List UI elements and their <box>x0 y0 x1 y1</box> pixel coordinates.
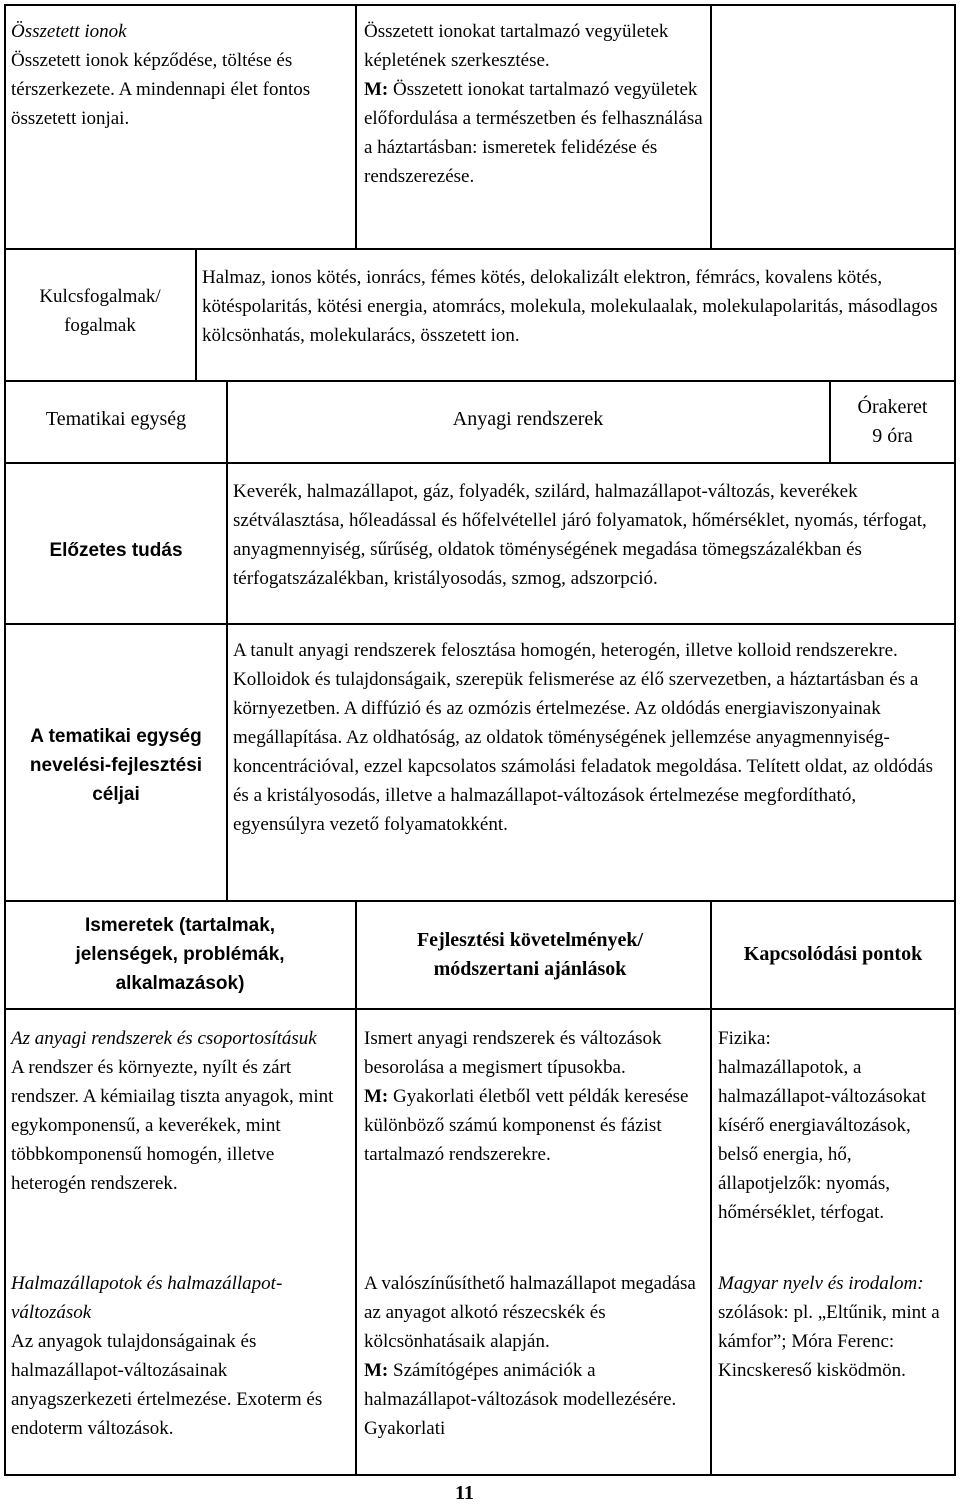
row2-links-subject: Magyar nyelv és irodalom: <box>718 1273 924 1294</box>
row1-knowledge-cell <box>11 1024 353 1198</box>
topic-title: Összetett ionok <box>11 21 127 42</box>
table-border <box>710 1008 712 1476</box>
dev-requirements-text: Összetett ionokat tartalmazó vegyületek képletének szerkesztése. <box>364 21 669 71</box>
row1-m-label: M: <box>364 1086 389 1107</box>
goals-text-cell <box>233 636 951 839</box>
row2-knowledge-cell <box>11 1269 353 1443</box>
page-number: 11 <box>455 1482 474 1504</box>
col-header-knowledge: Ismeretek (tartalmak, jelenségek, problémák, alkalmazások) <box>75 915 285 994</box>
row2-dev-text: A valószínűsíthető halmazállapot megadása az anyagot alkotó részecskék és kölcsönhatásaik alapján. <box>364 1273 696 1352</box>
row2-m-text: Számítógépes animációk a halmazállapot-változások modellezésére. Gyakorlati <box>364 1360 677 1439</box>
table-border <box>954 900 956 1010</box>
table-border <box>4 462 6 902</box>
table-border <box>226 462 228 902</box>
table-border <box>355 4 357 248</box>
unit-title-cell <box>228 405 828 434</box>
table-border <box>954 4 956 248</box>
col-header-links: Kapcsolódási pontok <box>743 943 923 965</box>
col-header-links-cell <box>712 940 954 969</box>
key-concepts-label-cell <box>6 282 194 340</box>
key-concepts-text: Halmaz, ionos kötés, ionrács, fémes kötés, delokalizált elektron, fémrács, kovalens kötés, kötéspolaritás, kötési energia, atomrács, molekula, molekulaalak, molekulapolaritás, másodlagos kölcsönhatás, molekularács, összetett ion. <box>202 267 938 346</box>
m-label: M: <box>364 79 389 100</box>
row1-knowledge-text: A rendszer és környezte, nyílt és zárt rendszer. A kémiailag tiszta anyagok, mint egykomponensű, a keverékek, mint többkomponensű homogén, illetve heterogén rendszerek. <box>11 1057 334 1194</box>
table-border <box>4 1474 956 1476</box>
goals-label-cell <box>6 722 226 809</box>
row1-m-text: Gyakorlati életből vett példák keresése különböző számú komponenst és fázist tartalmazó rendszerekre. <box>364 1086 689 1165</box>
topic-body: Összetett ionok képződése, töltése és térszerkezete. A mindennapi élet fontos összetett ionjai. <box>11 50 311 129</box>
table-border <box>4 1008 6 1476</box>
m-text: Összetett ionokat tartalmazó vegyületek előfordulása a természetben és felhasználása a háztartásban: ismeretek felidézése és rendszerezése. <box>364 79 703 187</box>
row2-dev-cell <box>364 1269 708 1443</box>
table-border <box>954 248 956 382</box>
hours-label: Órakeret <box>857 396 928 418</box>
key-concepts-text-cell <box>202 263 952 350</box>
goals-text: A tanult anyagi rendszerek felosztása homogén, heterogén, illetve kolloid rendszerekre. Kolloidok és tulajdonságaik, szerepük felismerése az élő szervezetben, a háztartásban és a környezetben. A diffúzió és az ozmózis értelmezése. Az oldódás energiaviszonyainak megállapítása. Az oldhatóság, az oldatok töménységének jellemzése anyagmennyiség-koncentrációval, ezzel kapcsolatos számolási feladatok megoldása. Telített oldat, az oldódás és a kristályosodás, illetve a halmazállapot-változások értelmezése megfordítható, egyensúlyra vezető folyamatokként. <box>233 640 934 835</box>
table-border <box>4 462 956 464</box>
prior-knowledge-label: Előzetes tudás <box>49 540 183 561</box>
row1-knowledge-title: Az anyagi rendszerek és csoportosításuk <box>11 1028 317 1049</box>
row2-knowledge-text: Az anyagok tulajdonságainak és halmazállapot-változásainak anyagszerkezeti értelmezése. Exoterm és endoterm változások. <box>11 1331 323 1439</box>
hours-value: 9 óra <box>872 425 913 447</box>
prior-knowledge-text-cell <box>233 477 953 593</box>
row2-knowledge-title: Halmazállapotok és halmazállapot-változások <box>11 1273 283 1323</box>
row2-m-label: M: <box>364 1360 389 1381</box>
table-border <box>954 462 956 902</box>
table-border <box>195 248 197 382</box>
table-border <box>4 1008 956 1010</box>
row1-links-cell <box>718 1024 952 1227</box>
table-border <box>4 623 956 625</box>
table-border <box>4 4 956 6</box>
table-border <box>4 900 956 902</box>
table-border <box>954 1008 956 1476</box>
table-border <box>710 4 712 248</box>
col-header-development: Fejlesztési követelmények/ módszertani ajánlások <box>416 929 644 980</box>
dev-requirements-cell <box>364 17 708 191</box>
goals-label: A tematikai egység nevelési-fejlesztési céljai <box>29 726 203 805</box>
row2-links-cell <box>718 1269 952 1385</box>
prior-knowledge-text: Keverék, halmazállapot, gáz, folyadék, szilárd, halmazállapot-változás, keverékek szétválasztása, hőleadással és hőfelvétellel járó folyamatok, hőmérséklet, nyomás, térfogat, anyagmennyiség, sűrűség, oldatok töménységének megadása tömegszázalékban és térfogatszázalékban, kristályosodás, szmog, adszorpció. <box>233 481 927 589</box>
table-border <box>355 1008 357 1476</box>
topic-cell <box>11 17 351 133</box>
unit-label-cell <box>6 405 226 434</box>
unit-title: Anyagi rendszerek <box>452 408 604 430</box>
col-header-development-cell <box>370 926 690 984</box>
row1-dev-text: Ismert anyagi rendszerek és változások besorolása a megismert típusokba. <box>364 1028 662 1078</box>
hours-cell <box>831 393 954 451</box>
row1-links-subject: Fizika: <box>718 1028 771 1049</box>
table-border <box>355 900 357 1010</box>
table-border <box>4 380 956 382</box>
row1-dev-cell <box>364 1024 708 1169</box>
table-border <box>4 248 956 250</box>
col-header-knowledge-cell <box>40 911 320 998</box>
table-border <box>4 900 6 1010</box>
row1-links-text: halmazállapotok, a halmazállapot-változásokat kísérő energiaváltozások, belső energia, hő, állapotjelzők: nyomás, hőmérséklet, térfogat. <box>718 1057 926 1223</box>
table-border <box>4 4 6 248</box>
row2-links-text: szólások: pl. „Eltűnik, mint a kámfor”; Móra Ferenc: Kincskereső kisködmön. <box>718 1302 940 1381</box>
unit-label: Tematikai egység <box>45 408 187 430</box>
table-border <box>954 380 956 464</box>
prior-knowledge-label-cell <box>6 536 226 565</box>
key-concepts-label: Kulcsfogalmak/ fogalmak <box>39 286 161 336</box>
